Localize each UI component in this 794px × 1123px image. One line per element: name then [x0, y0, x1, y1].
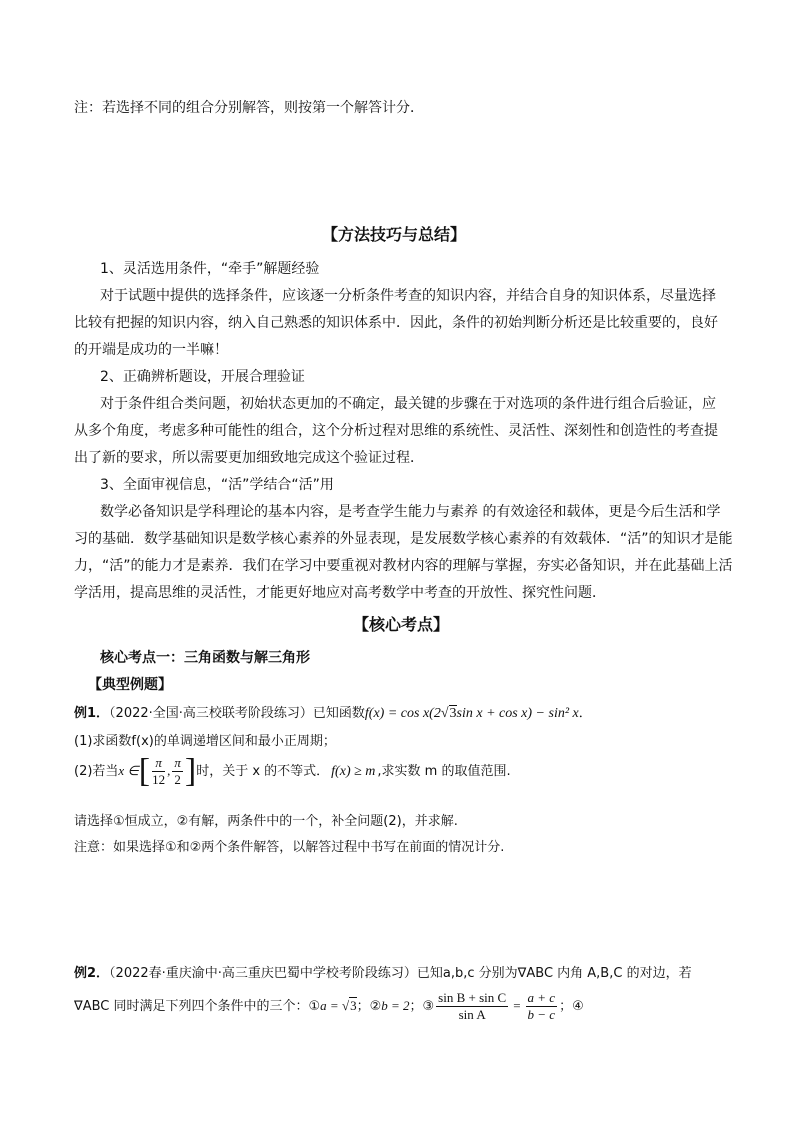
method-heading: 【方法技巧与总结】	[322, 225, 467, 244]
method-item-3-line-4: 学活用，提高思维的灵活性，才能更好地应对高考数学中考查的开放性、探究性问题．	[74, 585, 606, 601]
method-item-2-line-3: 出了新的要求，所以需要更加细致地完成这个验证过程．	[74, 450, 424, 466]
example-1-label: 例1．	[74, 706, 110, 721]
method-item-1-line-2: 比较有把握的知识内容，纳入自己熟悉的知识体系中．因此，条件的初始判断分析还是比较重要的，良好	[74, 315, 718, 331]
method-item-1-line-3: 的开端是成功的一半嘛！	[74, 342, 228, 358]
method-item-2-title: 2、正确辨析题设，开展合理验证	[100, 369, 305, 385]
method-item-2-line-1: 对于条件组合类问题，初始状态更加的不确定，最关键的步骤在于对选项的条件进行组合后验证，应	[100, 396, 716, 412]
core-heading: 【核心考点】	[353, 615, 450, 634]
example-2-label: 例2．	[74, 966, 110, 981]
example-1-question-2: (2)若当x ∈[ $\frac{\pi}{12}$ , $\frac{\pi}{2}$ ]时，关于 x 的不等式． f(x) ≥ m ,求实数 m 的取值范围.	[74, 752, 511, 790]
method-item-3-line-3: 力，“活”的能力才是素养．我们在学习中要重视对教材内容的理解与掌握，夯实必备知识，并在此基础上活	[74, 558, 733, 574]
example-2-line-2: ∇ABC 同时满足下列四个条件中的三个：①a = √3；②b = 2；③ $\frac{\text{sin B + sin C}}{\text{sin A}}$ = $\frac{a + c}{b - c}$ ；④	[74, 990, 584, 1022]
example-1-line-1: 例1．（2022·全国·高三校联考阶段练习）已知函数f(x) = cos x(2√3sin x + cos x) − sin² x．	[74, 706, 592, 721]
method-item-3-line-1: 数学必备知识是学科理论的基本内容，是考查学生能力与素养 的有效途径和载体，更是今后生活和学	[100, 504, 721, 520]
method-item-2-line-2: 从多个角度，考虑多种可能性的组合，这个分析过程对思维的系统性、灵活性、深刻性和创造性的考查提	[74, 423, 718, 439]
top-note: 注：若选择不同的组合分别解答，则按第一个解答计分．	[74, 100, 424, 116]
example-2-line-1: 例2．（2022春·重庆渝中·高三重庆巴蜀中学校考阶段练习）已知a,b,c 分别为∇ABC 内角 A,B,C 的对边，若	[74, 966, 692, 981]
typical-examples-heading: 【典型例题】	[88, 677, 172, 693]
example-1-choose: 请选择①恒成立，②有解，两条件中的一个，补全问题(2)，并求解.	[74, 814, 458, 829]
example-1-source: （2022·全国·高三校联考阶段练习）已知函数	[109, 706, 365, 721]
method-item-1-title: 1、灵活选用条件，“牵手”解题经验	[100, 261, 320, 277]
method-item-3-title: 3、全面审视信息，“活”学结合“活”用	[100, 477, 334, 493]
example-1-question-1: (1)求函数f(x)的单调递增区间和最小正周期；	[74, 734, 336, 749]
example-1-function: f(x) = cos x(2√3sin x + cos x) − sin² x	[364, 706, 579, 721]
method-item-3-line-2: 习的基础．数学基础知识是数学核心素养的外显表现，是发展数学核心素养的有效载体．“活”的知识才是能	[74, 531, 733, 547]
method-item-1-line-1: 对于试题中提供的选择条件，应该逐一分析条件考查的知识内容，并结合自身的知识体系，尽量选择	[100, 288, 716, 304]
example-1-note: 注意：如果选择①和②两个条件解答，以解答过程中书写在前面的情况计分.	[74, 840, 505, 855]
core-point-1: 核心考点一：三角函数与解三角形	[100, 650, 310, 666]
